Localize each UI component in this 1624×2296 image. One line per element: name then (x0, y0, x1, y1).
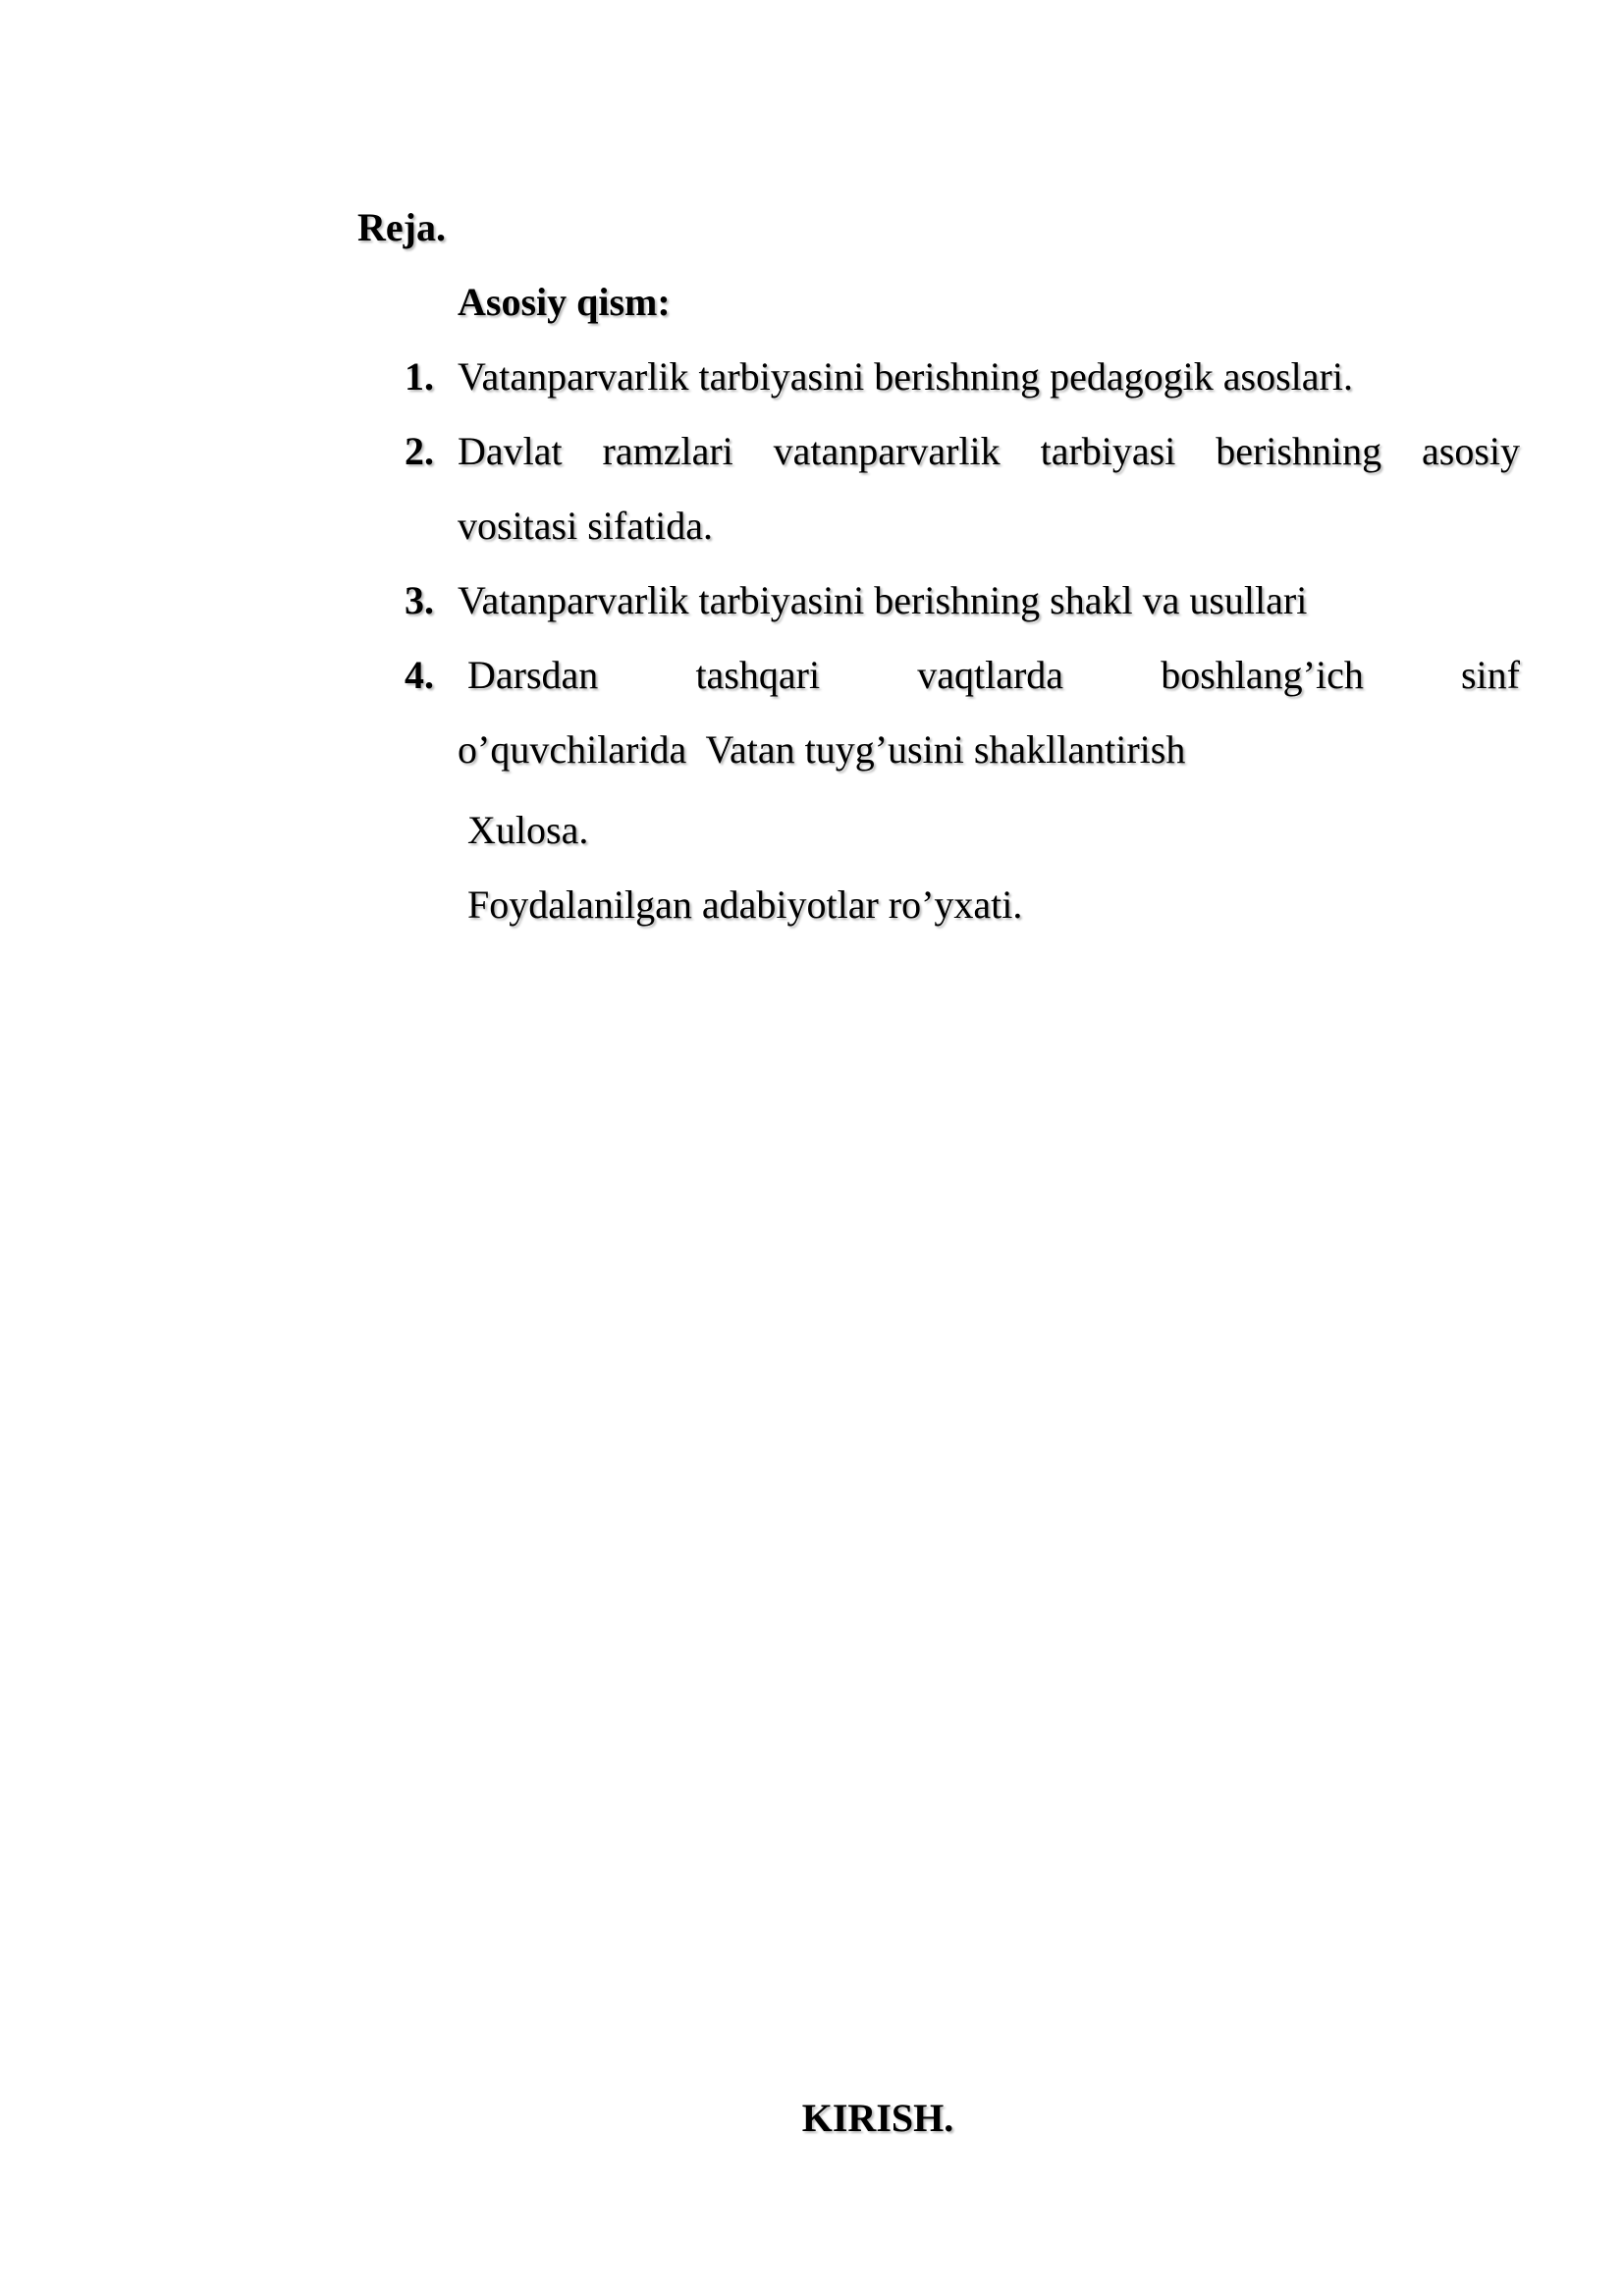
plan-item-1 (0, 340, 1624, 414)
plan-item-4 (0, 638, 1624, 787)
references-entry: Foydalanilgan adabiyotlar ro’yxati. (467, 882, 1023, 927)
plan-item-line: Vatanparvarlik tarbiyasini berishning shakl va usullari (458, 578, 1308, 622)
plan-item-3 (0, 563, 1624, 638)
plan-item-text (458, 414, 1520, 563)
plan-item-text-continued (458, 713, 1520, 787)
main-part-subheading: Asosiy qism: (458, 280, 671, 324)
plan-item-line: vositasi sifatida. (458, 504, 713, 548)
plan-list (0, 340, 1624, 787)
plan-item-number: 4. (405, 653, 434, 697)
plan-item-text (458, 340, 1520, 414)
plan-item-line: o’quvchilarida Vatan tuyg’usini shakllantirish (458, 727, 1186, 772)
plan-item-number: 3. (405, 578, 434, 622)
plan-item-number: 1. (405, 354, 434, 399)
plan-heading: Reja. (357, 205, 446, 249)
plan-item-2 (0, 414, 1624, 563)
plan-item-line: Davlat ramzlari vatanparvarlik tarbiyasi berishning asosiy (458, 429, 1520, 473)
plan-item-text (458, 563, 1520, 638)
introduction-heading: KIRISH. (801, 2096, 954, 2140)
plan-item-line: Darsdan tashqari vaqtlarda boshlang’ich sinf (467, 653, 1520, 697)
plan-item-number: 2. (405, 429, 434, 473)
plan-item-line: Vatanparvarlik tarbiyasini berishning pedagogik asoslari. (458, 354, 1353, 399)
conclusion-entry: Xulosa. (467, 808, 589, 852)
plan-item-text (458, 638, 1520, 713)
